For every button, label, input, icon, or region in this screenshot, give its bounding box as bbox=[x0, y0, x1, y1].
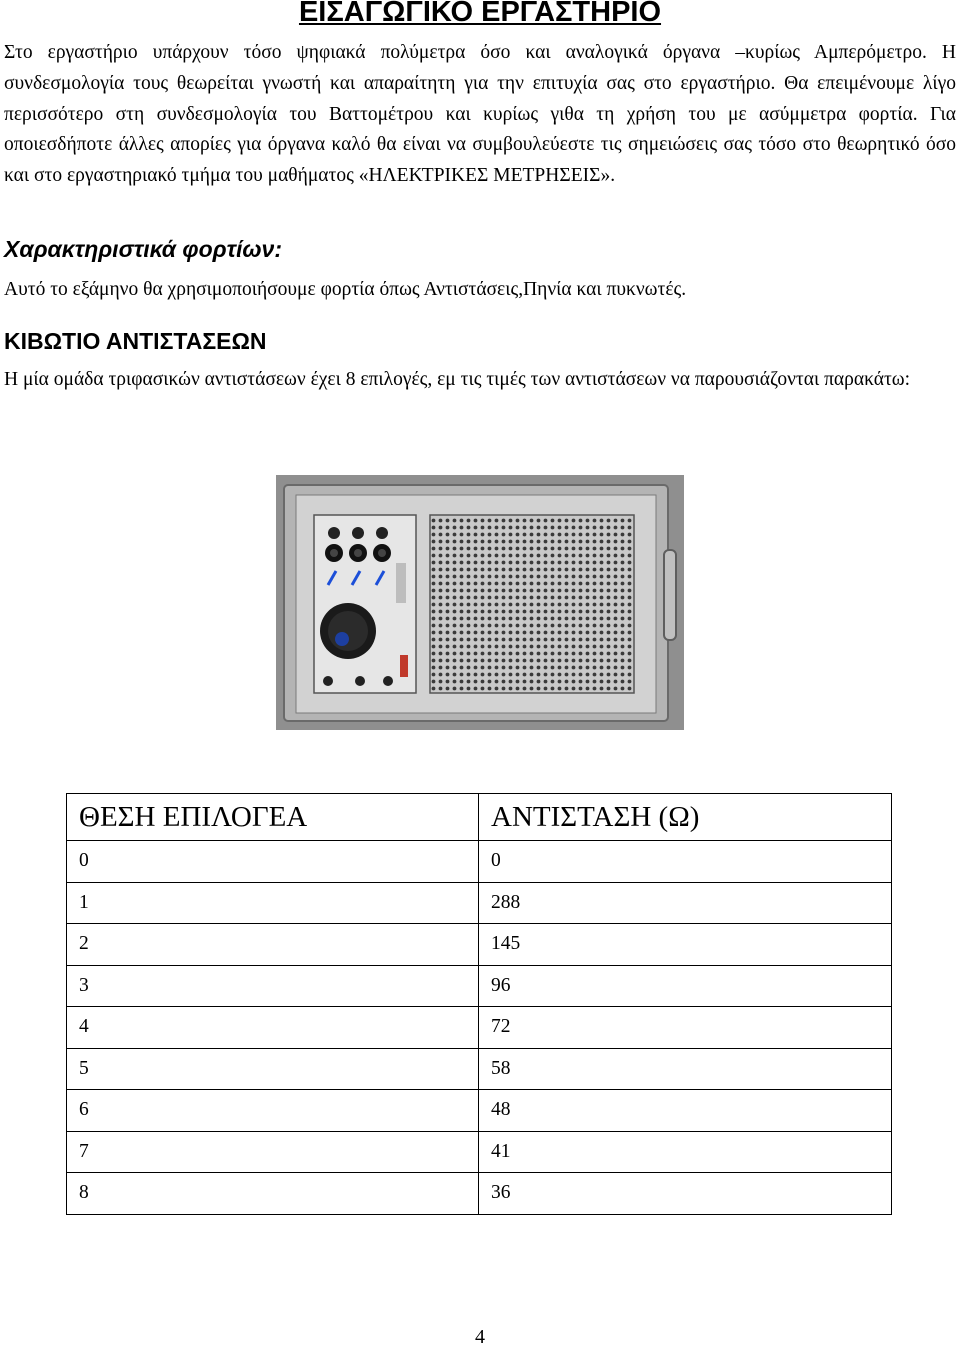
resistor-box-heading: ΚΙΒΩΤΙΟ ΑΝΤΙΣΤΑΣΕΩΝ bbox=[4, 328, 267, 354]
loads-paragraph: Αυτό το εξάμηνο θα χρησιμοποιήσουμε φορτία όπως Αντιστάσεις,Πηνία και πυκνωτές. bbox=[4, 279, 687, 300]
table-row bbox=[67, 1131, 892, 1173]
table-row bbox=[67, 965, 892, 1007]
resistance-cell: 58 bbox=[479, 1048, 892, 1090]
table-row bbox=[67, 882, 892, 924]
page-number: 4 bbox=[475, 1326, 485, 1348]
position-cell: 0 bbox=[67, 841, 479, 883]
table-row bbox=[67, 1090, 892, 1132]
position-cell: 4 bbox=[67, 1007, 479, 1049]
intro-paragraph: Στο εργαστήριο υπάρχουν τόσο ψηφιακά πολύμετρα όσο και αναλογικά όργανα –κυρίως Αμπερόμετρο. Η συνδεσμολογία τους θεωρείται γνωστή και απαραίτητη για την επιτυχία σας στο εργαστήριο. Θα επειμένουμε λίγο περισσότερο στη συνδεσμολογία του Βαττομέτρου και κυρίως γιθα τη χρήση του με ασύμμετρα φορτία. Για οποιεσδήποτε άλλες απορίες για όργανα καλό θα είναι να συμβουλεύεστε τις σημειώσεις σας τόσο στο θεωρητικό όσο και στο εργαστηριακό τμήμα του μαθήματος «ΗΛΕΚΤΡΙΚΕΣ ΜΕΤΡΗΣΕΙΣ». bbox=[4, 42, 956, 187]
resistance-cell: 288 bbox=[479, 882, 892, 924]
resistance-cell: 41 bbox=[479, 1131, 892, 1173]
column-header-resistance: ΑΝΤΙΣΤΑΣΗ (Ω) bbox=[479, 794, 892, 841]
position-cell: 7 bbox=[67, 1131, 479, 1173]
resistance-table bbox=[66, 793, 892, 1215]
resistance-cell: 96 bbox=[479, 965, 892, 1007]
resistor-box-paragraph: Η μία ομάδα τριφασικών αντιστάσεων έχει 8 επιλογές, εμ τις τιμές των αντιστάσεων να παρουσιάζονται παρακάτω: bbox=[4, 369, 911, 390]
table-row bbox=[67, 1007, 892, 1049]
position-cell: 3 bbox=[67, 965, 479, 1007]
resistance-cell: 36 bbox=[479, 1173, 892, 1215]
resistance-cell: 145 bbox=[479, 924, 892, 966]
table-row bbox=[67, 841, 892, 883]
resistor-box-photo bbox=[276, 475, 684, 730]
page-title: ΕΙΣΑΓΩΓΙΚΟ ΕΡΓΑΣΤΗΡΙΟ bbox=[298, 0, 662, 28]
table-row bbox=[67, 1048, 892, 1090]
resistance-cell: 72 bbox=[479, 1007, 892, 1049]
position-cell: 6 bbox=[67, 1090, 479, 1132]
resistance-cell: 48 bbox=[479, 1090, 892, 1132]
position-cell: 8 bbox=[67, 1173, 479, 1215]
loads-heading: Χαρακτηριστικά φορτίων: bbox=[4, 236, 283, 262]
table-row bbox=[67, 924, 892, 966]
column-header-position: ΘΕΣΗ ΕΠΙΛΟΓΕΑ bbox=[67, 794, 479, 841]
position-cell: 2 bbox=[67, 924, 479, 966]
table-header-row bbox=[67, 794, 892, 841]
resistance-cell: 0 bbox=[479, 841, 892, 883]
position-cell: 1 bbox=[67, 882, 479, 924]
table-row bbox=[67, 1173, 892, 1215]
position-cell: 5 bbox=[67, 1048, 479, 1090]
